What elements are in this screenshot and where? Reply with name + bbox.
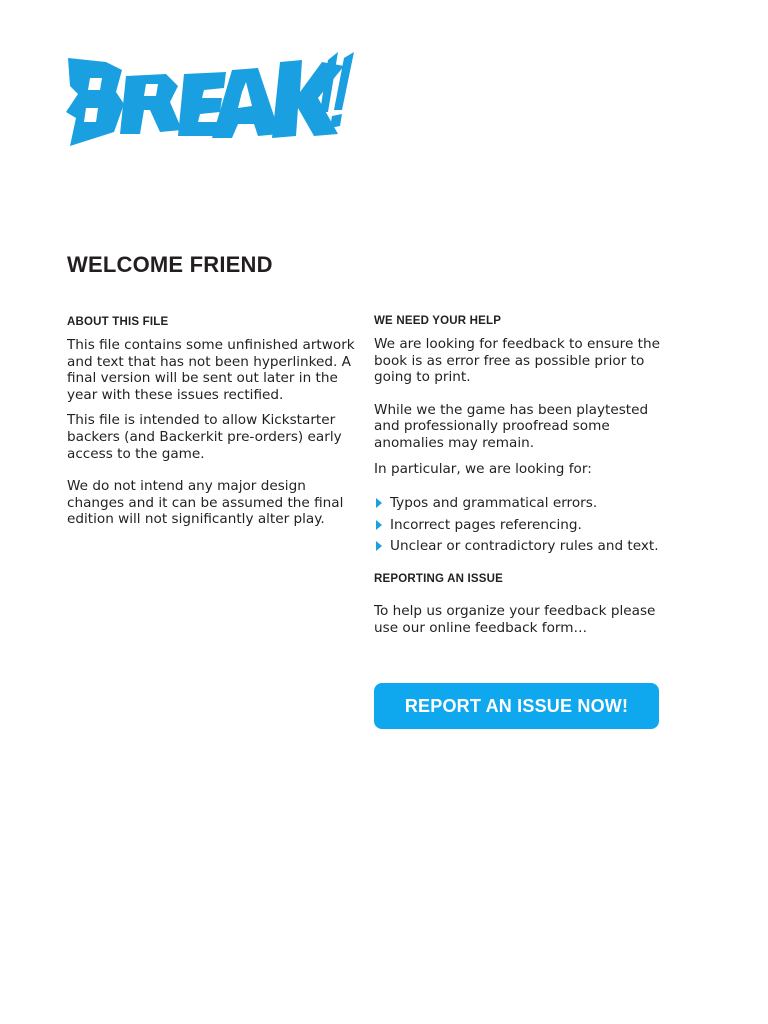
list-item-text: Unclear or contradictory rules and text.: [390, 538, 659, 555]
list-item-text: Typos and grammatical errors.: [390, 495, 598, 512]
list-item: [374, 517, 666, 534]
help-paragraph: While we the game has been playtested and professionally proofread some anomalies may remain.: [374, 401, 649, 451]
report-issue-button[interactable]: REPORT AN ISSUE NOW!: [374, 683, 659, 729]
about-paragraph: This file contains some unfinished artwork and text that has not been hyperlinked. A final version will be sent out later in the year with these issues rectified.: [67, 337, 355, 403]
report-heading: REPORTING AN ISSUE: [374, 572, 504, 585]
list-item: [374, 538, 666, 555]
break-logo: [66, 52, 354, 148]
feedback-list: [374, 495, 666, 555]
help-heading: WE NEED YOUR HELP: [374, 315, 502, 327]
help-paragraph: In particular, we are looking for:: [374, 460, 592, 477]
report-paragraph: To help us organize your feedback please use our online feedback form…: [374, 602, 656, 636]
bullet-arrow-icon: [376, 498, 382, 508]
page-title: WELCOME FRIEND: [67, 252, 273, 277]
help-paragraph: We are looking for feedback to ensure the book is as error free as possible prior to going to print.: [374, 336, 660, 386]
bullet-arrow-icon: [376, 541, 382, 551]
break-logo-graphic: [66, 52, 354, 148]
bullet-arrow-icon: [376, 520, 382, 530]
about-paragraph: We do not intend any major design changes and it can be assumed the final edition will not significantly alter play.: [67, 478, 344, 528]
about-section: [67, 316, 359, 537]
about-paragraph: This file is intended to allow Kickstarter backers (and Backerkit pre-orders) early access to the game.: [67, 412, 342, 462]
list-item-text: Incorrect pages referencing.: [390, 516, 582, 533]
list-item: [374, 495, 666, 512]
help-section: [374, 315, 666, 645]
about-heading: ABOUT THIS FILE: [67, 316, 169, 328]
